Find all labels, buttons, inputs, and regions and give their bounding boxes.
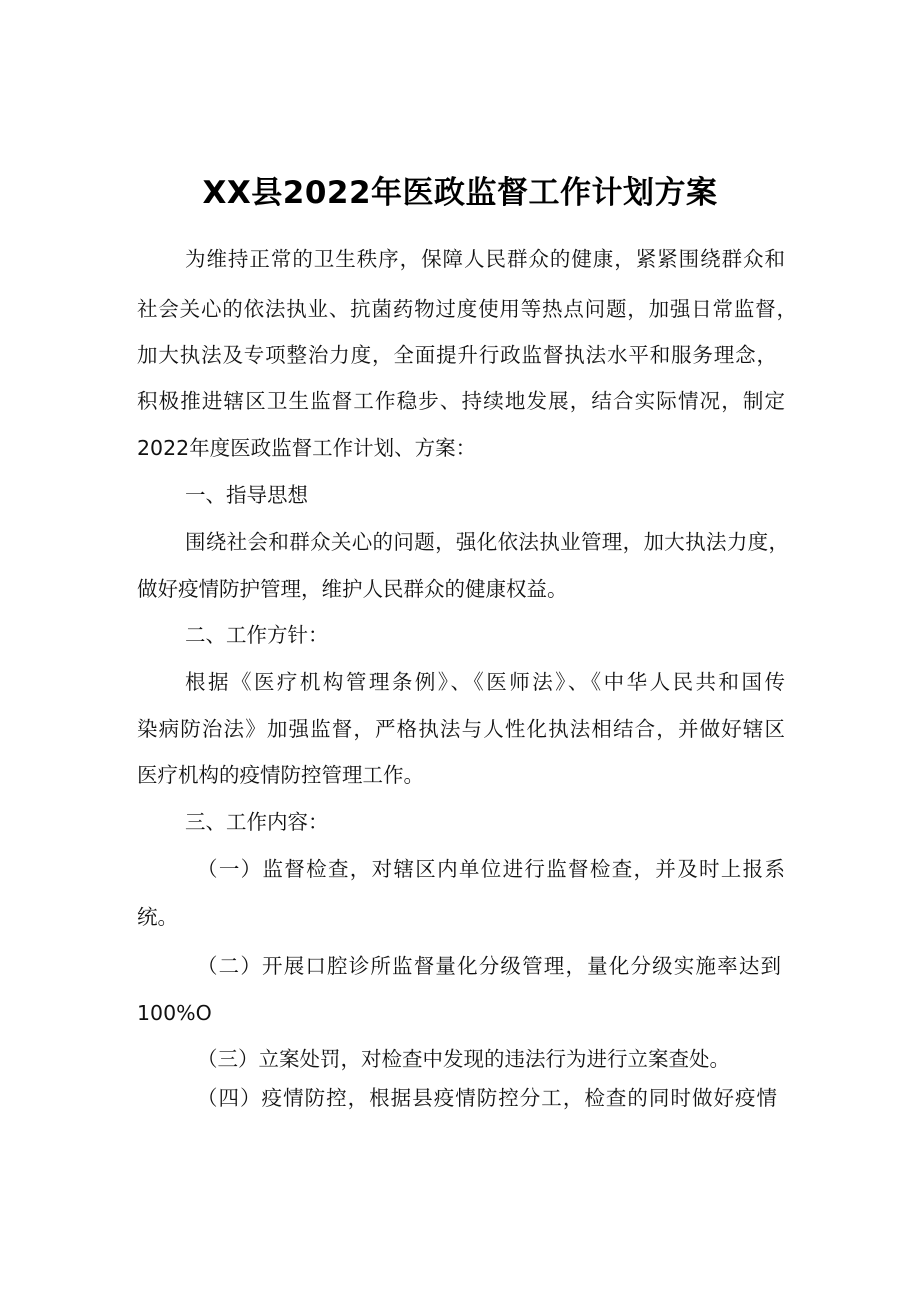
section-heading: 二、工作方针： — [185, 623, 329, 647]
paragraph-line: （三）立案处罚，对检查中发现的违法行为进行立案查处。 — [197, 1047, 730, 1071]
paragraph-line: 做好疫情防护管理，维护人民群众的健康权益。 — [137, 577, 568, 601]
paragraph-line: 社会关心的依法执业、抗菌药物过度使用等热点问题，加强日常监督， — [137, 297, 797, 321]
paragraph-line: 100%O — [137, 1001, 212, 1025]
paragraph-line: 根据《医疗机构管理条例》、《医师法》、《中华人民共和国传 — [185, 670, 785, 694]
paragraph-line: 为维持正常的卫生秩序，保障人民群众的健康，紧紧围绕群众和 — [185, 247, 785, 271]
paragraph-line: （四）疫情防控，根据县疫情防控分工，检查的同时做好疫情 — [197, 1086, 777, 1110]
document-title: XX县2022年医政监督工作计划方案 — [202, 175, 718, 211]
section-heading: 一、指导思想 — [185, 483, 308, 507]
section-heading: 三、工作内容： — [185, 810, 329, 834]
paragraph-line: 加大执法及专项整治力度，全面提升行政监督执法水平和服务理念， — [137, 343, 777, 367]
paragraph-line: （一）监督检查，对辖区内单位进行监督检查，并及时上报系 — [197, 857, 785, 881]
paragraph-line: 染病防治法》加强监督，严格执法与人性化执法相结合，并做好辖区 — [137, 717, 785, 741]
paragraph-line: 积极推进辖区卫生监督工作稳步、持续地发展，结合实际情况，制定 — [137, 389, 785, 413]
paragraph-line: 医疗机构的疫情防控管理工作。 — [137, 763, 424, 787]
paragraph-line: （二）开展口腔诊所监督量化分级管理，量化分级实施率达到 — [197, 954, 781, 978]
paragraph-line: 围绕社会和群众关心的问题，强化依法执业管理，加大执法力度， — [185, 530, 789, 554]
paragraph-line: 统。 — [137, 905, 178, 929]
paragraph-line: 2022年度医政监督工作计划、方案： — [137, 436, 477, 460]
